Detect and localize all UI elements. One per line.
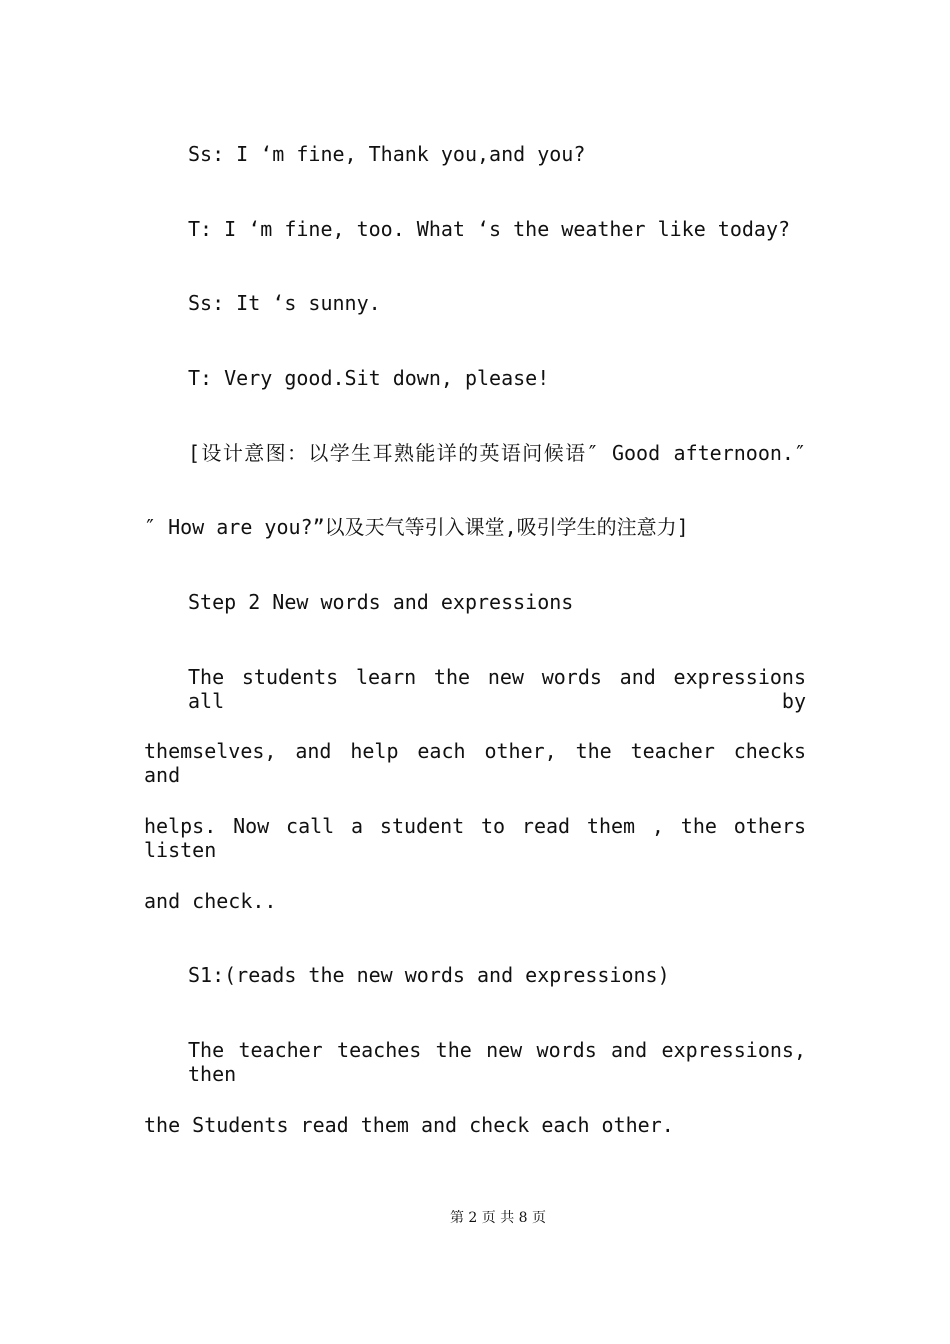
paragraph-line: The teacher teaches the new words and expressions, then — [188, 1038, 806, 1086]
dialogue-line: S1:(reads the new words and expressions) — [188, 963, 670, 987]
dialogue-line: T: I ‘m fine, too. What ‘s the weather like today? — [188, 217, 791, 241]
page-number-footer: 第 2 页 共 8 页 — [449, 1210, 547, 1226]
paragraph-line: The students learn the new words and expressions all by — [188, 665, 806, 713]
dialogue-line: Ss: I ‘m fine, Thank you,and you? — [188, 142, 586, 166]
dialogue-line: T: Very good.Sit down, please! — [188, 366, 550, 390]
paragraph-line: and check.. — [144, 889, 277, 913]
design-intent-line: ″ How are you?”以及天气等引入课堂,吸引学生的注意力] — [144, 515, 689, 539]
design-intent-line: [设计意图：以学生耳熟能详的英语问候语″ Good afternoon.″ — [188, 441, 806, 465]
step-heading: Step 2 New words and expressions — [188, 590, 574, 614]
paragraph-line: the Students read them and check each other. — [144, 1113, 674, 1137]
paragraph-line: helps. Now call a student to read them , the others listen — [144, 814, 806, 862]
dialogue-line: Ss: It ‘s sunny. — [188, 291, 381, 315]
paragraph-line: themselves, and help each other, the teacher checks and — [144, 739, 806, 787]
